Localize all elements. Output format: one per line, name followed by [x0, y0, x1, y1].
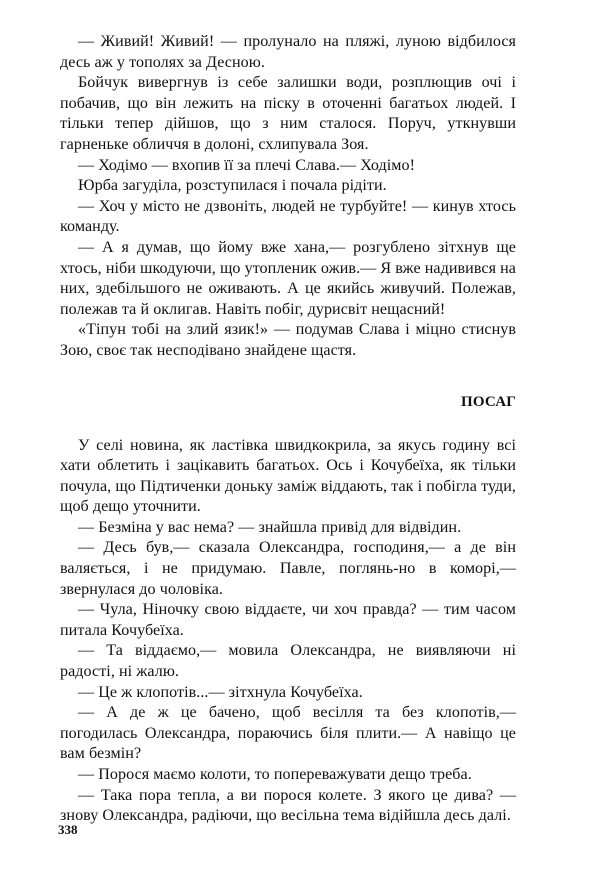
story-ending	[60, 32, 516, 362]
section-title: ПОСАГ	[461, 393, 516, 410]
book-page	[60, 32, 516, 827]
paragraph: — Чула, Ніночку свою віддаєте, чи хоч правда? — тим часом питала Кочубеїха.	[60, 601, 516, 639]
paragraph: — Живий! Живий! — пролунало на пляжі, луною відбилося десь аж у тополях за Десною.	[60, 33, 516, 71]
paragraph: — Та віддаємо,— мовила Олександра, не виявляючи ні радості, ні жалю.	[60, 642, 516, 681]
paragraph: — А я думав, що йому вже хана,— розгублено зітхнув ще хтось, ніби шкодуючи, що утопленик ожив.— Я вже надивився на них, здебільшого не оживають. А це якийсь живучий. Полежав, полежав та й оклигав. Навіть побіг, дурисвіт нещасний!	[60, 238, 516, 318]
paragraph: — Така пора тепла, а ви порося колете. З якого це дива? — знову Олександра, радіючи, що весільна тема відійшла десь далі.	[60, 786, 516, 825]
paragraph: Юрба загуділа, розступилася і почала рідіти.	[78, 177, 387, 195]
paragraph: — А де ж це бачено, щоб весілля та без клопотів,— погодилась Олександра, пораючись біля плити.— А навіщо це вам безмін?	[60, 704, 516, 763]
page-number: 338	[58, 822, 78, 837]
paragraph: — Ходімо — вхопив її за плечі Слава.— Ходімо!	[78, 156, 416, 174]
paragraph: У селі новина, як ластівка швидкокрила, за якусь годину всі хати облетить і зацікавить багатьох. Ось і Кочубеїха, як тільки почула, що Підтиченки доньку заміж віддають, так і побігла туди, щоб дещо уточнити.	[60, 436, 516, 516]
paragraph: — Десь був,— сказала Олександра, господиня,— а де він валяється, і не придумаю. Павле, поглянь-но в коморі,— звернулася до чоловіка.	[60, 539, 516, 598]
paragraph: — Це ж клопотів...— зітхнула Кочубеїха.	[78, 683, 363, 701]
paragraph: — Порося маємо колоти, то попереважувати дещо треба.	[78, 766, 472, 783]
paragraph: — Безміна у вас нема? — знайшла привід для відвідин.	[78, 518, 462, 536]
paragraph: Бойчук вивергнув із себе залишки води, розплющив очі і побачив, що він лежить на піску в оточенні багатьох людей. І тільки тепер дійшов, що з ним сталося. Поруч, уткнувши гарненьке обличчя в долоні, схлипувала Зоя.	[60, 74, 516, 153]
story-posag	[60, 436, 516, 827]
paragraph: «Тіпун тобі на злий язик!» — подумав Слава і міцно стиснув Зою, своє так несподівано знайдене щастя.	[60, 321, 516, 359]
paragraph: — Хоч у місто не дзвоніть, людей не турбуйте! — кинув хтось команду.	[60, 197, 516, 236]
